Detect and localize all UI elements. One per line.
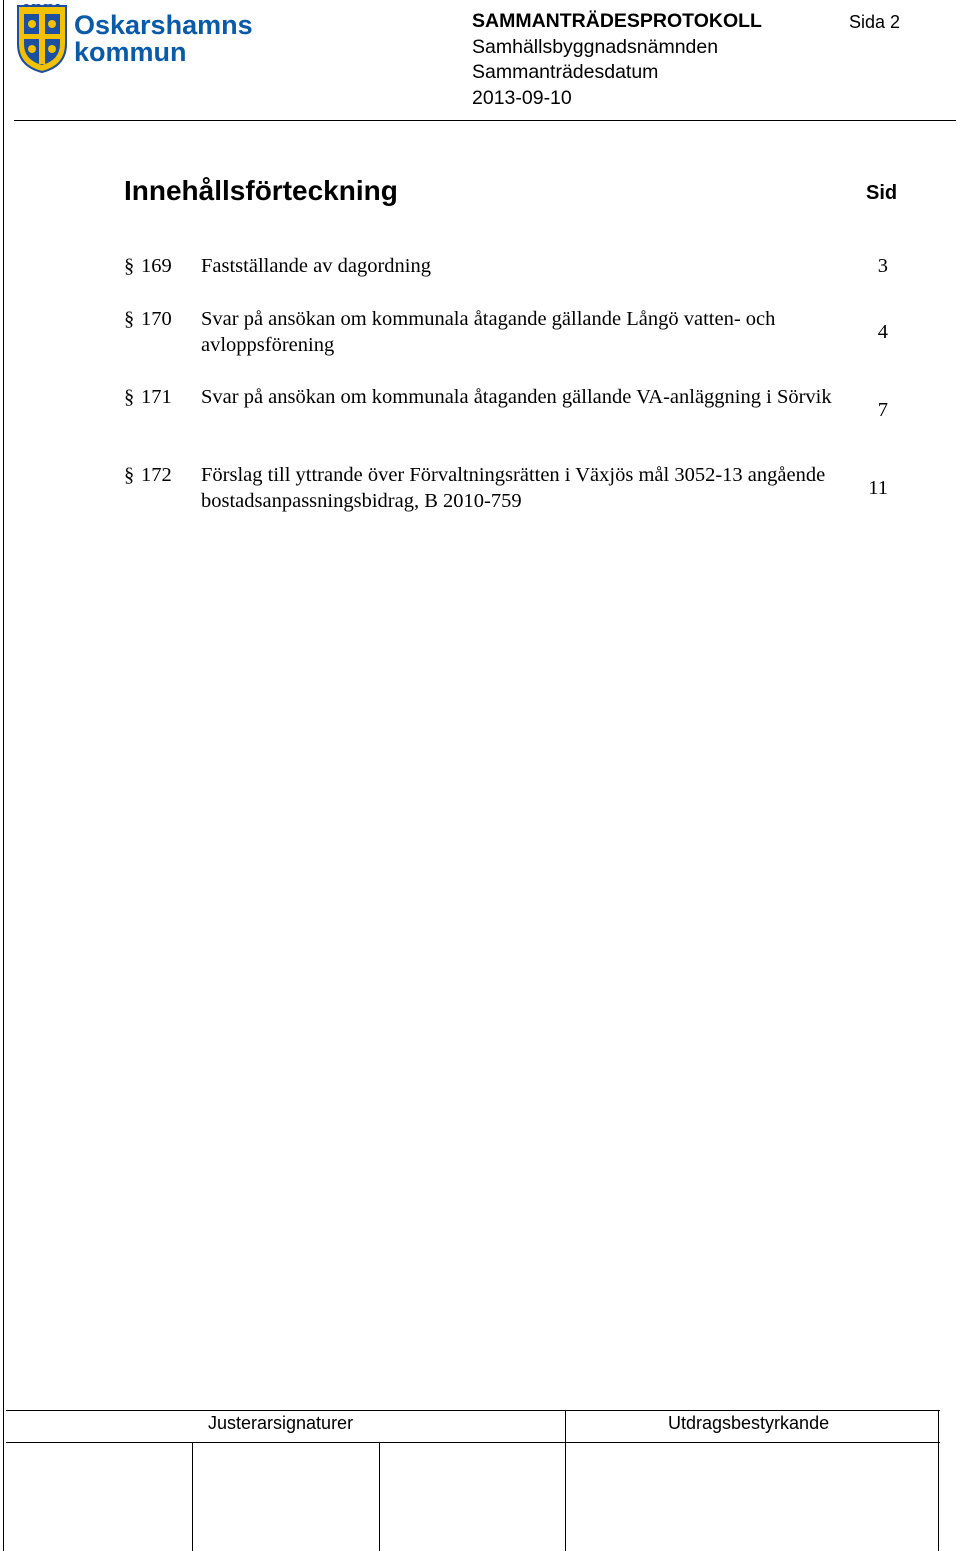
toc-entry-page: 3 [877, 255, 888, 277]
toc-entry-title: Fastställande av dagordning [201, 255, 432, 277]
footer-top-rule [6, 1410, 940, 1411]
meeting-date: 2013-09-10 [472, 86, 572, 109]
signature-box-divider [192, 1442, 193, 1551]
toc-entry-title: Svar på ansökan om kommunala åtagande gällande Långö vatten- och avloppsförening [201, 308, 776, 356]
header-divider [14, 120, 956, 121]
left-margin-rule [3, 0, 4, 1551]
municipality-logo [16, 4, 266, 76]
toc-entry-title: Förslag till yttrande över Förvaltningsrätten i Växjös mål 3052-13 angående bostadsanpassningsbidrag, B 2010-759 [201, 464, 826, 512]
section-symbol: § [124, 308, 135, 330]
page-number: Sida 2 [849, 12, 901, 32]
section-symbol: § [124, 255, 135, 277]
footer-right-edge [938, 1410, 939, 1551]
protocol-header [472, 9, 762, 111]
signatures-label: Justerarsignaturer [208, 1413, 354, 1433]
toc-page-column-header: Sid [866, 182, 898, 204]
toc-entry-page: 11 [868, 477, 888, 499]
document-type: SAMMANTRÄDESPROTOKOLL [472, 10, 762, 32]
toc-title: Innehållsförteckning [124, 175, 398, 206]
toc-entry-number: 172 [141, 464, 172, 486]
logo-line-2: kommun [74, 37, 187, 67]
committee-name: Samhällsbyggnadsnämnden [472, 35, 719, 58]
toc-entry-page: 4 [877, 321, 888, 343]
footer-mid-rule [6, 1442, 940, 1443]
coat-of-arms-icon [16, 4, 68, 74]
section-symbol: § [124, 464, 135, 486]
logo-line-1: Oskarshamns [74, 10, 253, 40]
section-symbol: § [124, 386, 135, 408]
toc-entry-number: 171 [141, 386, 172, 408]
toc-entry-number: 169 [141, 255, 172, 277]
toc-entry-title: Svar på ansökan om kommunala åtaganden gällande VA-anläggning i Sörvik [201, 386, 832, 408]
certification-label: Utdragsbestyrkande [668, 1413, 830, 1433]
signature-box-divider [379, 1442, 380, 1551]
toc-entry-page: 7 [877, 399, 888, 421]
meeting-date-label: Sammanträdesdatum [472, 61, 659, 83]
toc-entry-number: 170 [141, 308, 172, 330]
footer-divider [565, 1410, 566, 1551]
logo-wordmark [74, 12, 253, 66]
